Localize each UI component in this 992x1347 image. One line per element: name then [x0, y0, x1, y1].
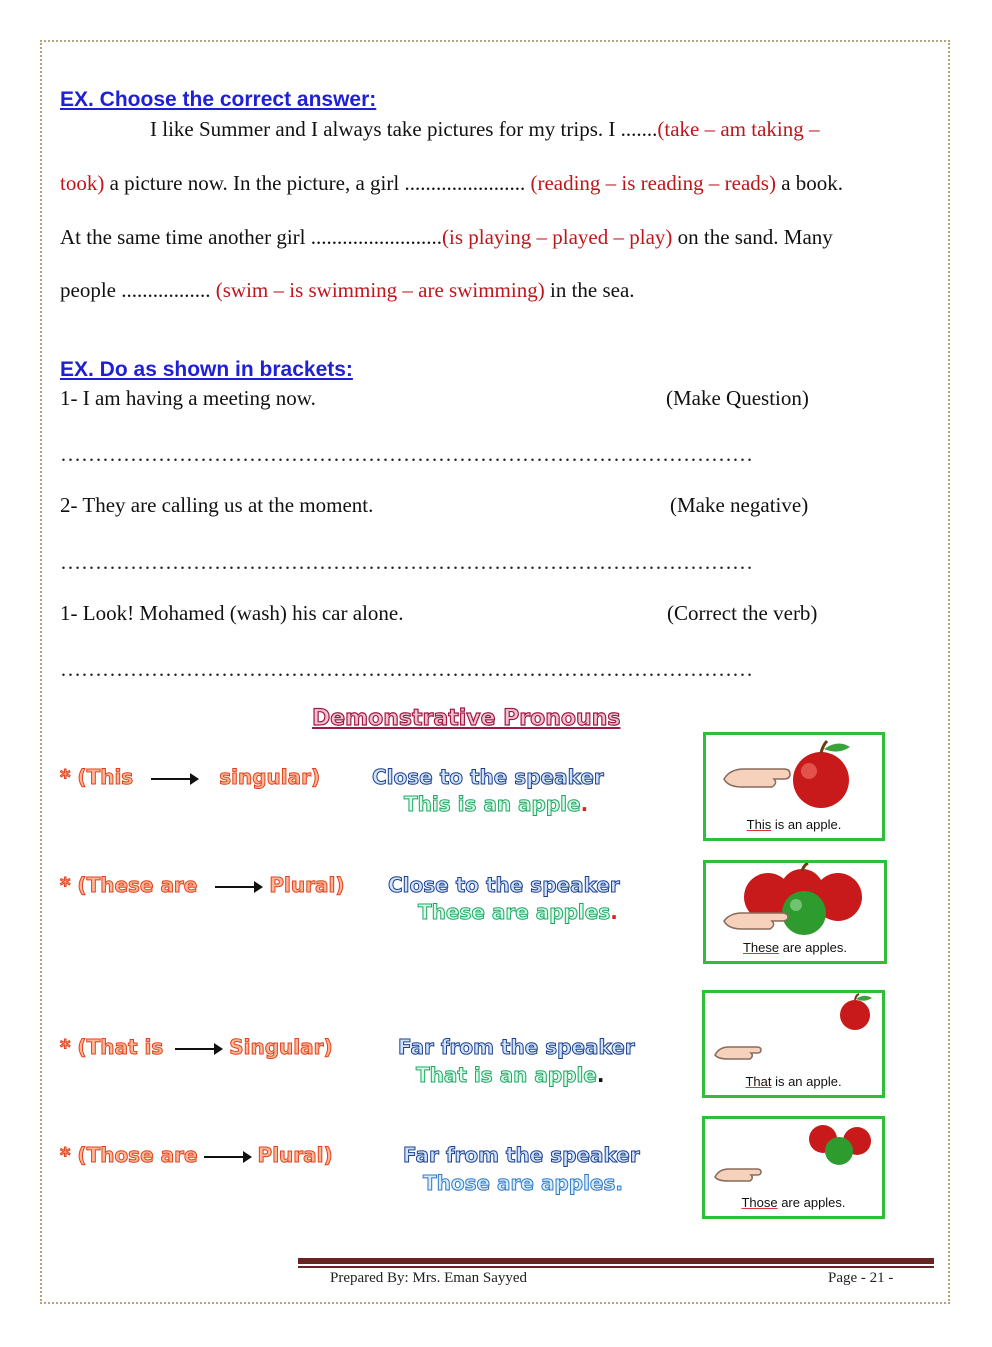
demo-title: Demonstrative Pronouns	[312, 706, 621, 731]
picture-caption	[706, 817, 882, 832]
example-text: This is an apple	[404, 792, 581, 816]
ex1-text: on the sand. Many	[672, 225, 833, 249]
ex2-instruction-1: (Make Question)	[666, 386, 809, 410]
hand-pointing-apples-icon	[706, 863, 884, 939]
example-period: .	[580, 792, 589, 816]
arrow-icon	[215, 886, 261, 888]
desc-far-1: Far from the speaker	[398, 1035, 635, 1059]
ex1-text: people .................	[60, 278, 216, 302]
rule-right: Plural)	[257, 1143, 333, 1167]
example-4	[423, 1171, 623, 1195]
example-text: These are apples	[418, 900, 611, 924]
footer-rule-thin	[298, 1266, 934, 1268]
ex2-instruction-3: (Correct the verb)	[667, 601, 818, 625]
arrow-icon	[175, 1048, 221, 1050]
caption-rest: is an apple.	[771, 817, 842, 832]
caption-word: That	[745, 1074, 772, 1089]
picture-caption	[705, 1074, 882, 1089]
hand-pointing-far-apples-icon	[705, 1119, 882, 1195]
apple-picture-that	[702, 990, 885, 1098]
footer-prepared-by: Prepared By: Mrs. Eman Sayyed	[330, 1270, 528, 1286]
answer-line-1[interactable]: ………………………………………………………………………………………	[60, 442, 753, 466]
example-text: Those are apples.	[423, 1171, 623, 1195]
example-1	[404, 792, 588, 816]
ex1-text: I like Summer and I always take pictures for my trips. I .......	[150, 117, 658, 141]
footer-page-number: Page - 21 -	[828, 1270, 894, 1286]
caption-word: This	[746, 817, 772, 832]
ex1-text: a book.	[775, 171, 844, 195]
ex2-sentence-2: 2- They are calling us at the moment.	[60, 493, 374, 517]
example-2	[418, 900, 618, 924]
rule-right: Singular)	[229, 1035, 333, 1059]
answer-line-3[interactable]: ………………………………………………………………………………………	[60, 657, 753, 681]
desc-far-2: Far from the speaker	[403, 1143, 640, 1167]
ex2-instruction-2: (Make negative)	[670, 493, 809, 517]
picture-caption	[705, 1195, 882, 1210]
ex1-heading: EX. Choose the correct answer:	[60, 88, 377, 111]
caption-rest: are apples.	[779, 940, 848, 955]
example-period: .	[596, 1063, 605, 1087]
caption-word: These	[742, 940, 780, 955]
rule-left: * (These are	[60, 873, 198, 897]
caption-rest: are apples.	[777, 1195, 846, 1210]
ex1-text: a picture now. In the picture, a girl .......................	[104, 171, 531, 195]
ex1-choices: (swim – is swimming – are swimming)	[215, 278, 545, 302]
caption-rest: is an apple.	[771, 1074, 842, 1089]
ex1-text: in the sea.	[544, 278, 635, 302]
hand-pointing-far-apple-icon	[705, 993, 882, 1073]
rule-that	[60, 1035, 333, 1059]
example-3	[416, 1063, 604, 1087]
ex2-sentence-1: 1- I am having a meeting now.	[60, 386, 316, 410]
apple-picture-these	[703, 860, 887, 964]
desc-close-2: Close to the speaker	[388, 873, 620, 897]
arrow-icon	[204, 1156, 250, 1158]
arrow-icon	[151, 778, 197, 780]
rule-those	[60, 1143, 333, 1167]
ex1-line-4	[60, 278, 635, 303]
rule-left: * (That is	[60, 1035, 164, 1059]
caption-word: Those	[741, 1195, 778, 1210]
rule-this	[60, 765, 320, 789]
rule-right: singular)	[219, 765, 321, 789]
ex1-line-3	[60, 225, 833, 250]
footer-rule	[298, 1258, 934, 1264]
rule-left: * (Those are	[60, 1143, 198, 1167]
answer-line-2[interactable]: ………………………………………………………………………………………	[60, 550, 753, 574]
ex1-choices: (take – am taking –	[657, 117, 820, 141]
example-period: .	[610, 900, 618, 924]
ex1-choices: took)	[60, 171, 105, 195]
ex1-text: At the same time another girl .........................	[60, 225, 443, 249]
rule-these	[60, 873, 344, 897]
desc-close-1: Close to the speaker	[372, 765, 604, 789]
example-text: That is an apple	[416, 1063, 597, 1087]
apple-picture-this	[703, 732, 885, 841]
ex1-line-2	[60, 171, 843, 196]
ex1-line-1	[150, 117, 820, 142]
ex1-choices: (is playing – played – play)	[442, 225, 673, 249]
apple-picture-those	[702, 1116, 885, 1219]
rule-right: Plural)	[269, 873, 345, 897]
ex1-choices: (reading – is reading – reads)	[530, 171, 776, 195]
rule-left: * (This	[60, 765, 134, 789]
picture-caption	[706, 940, 884, 955]
hand-pointing-apple-icon	[706, 735, 882, 813]
ex2-heading: EX. Do as shown in brackets:	[60, 358, 353, 381]
ex2-sentence-3: 1- Look! Mohamed (wash) his car alone.	[60, 601, 404, 625]
